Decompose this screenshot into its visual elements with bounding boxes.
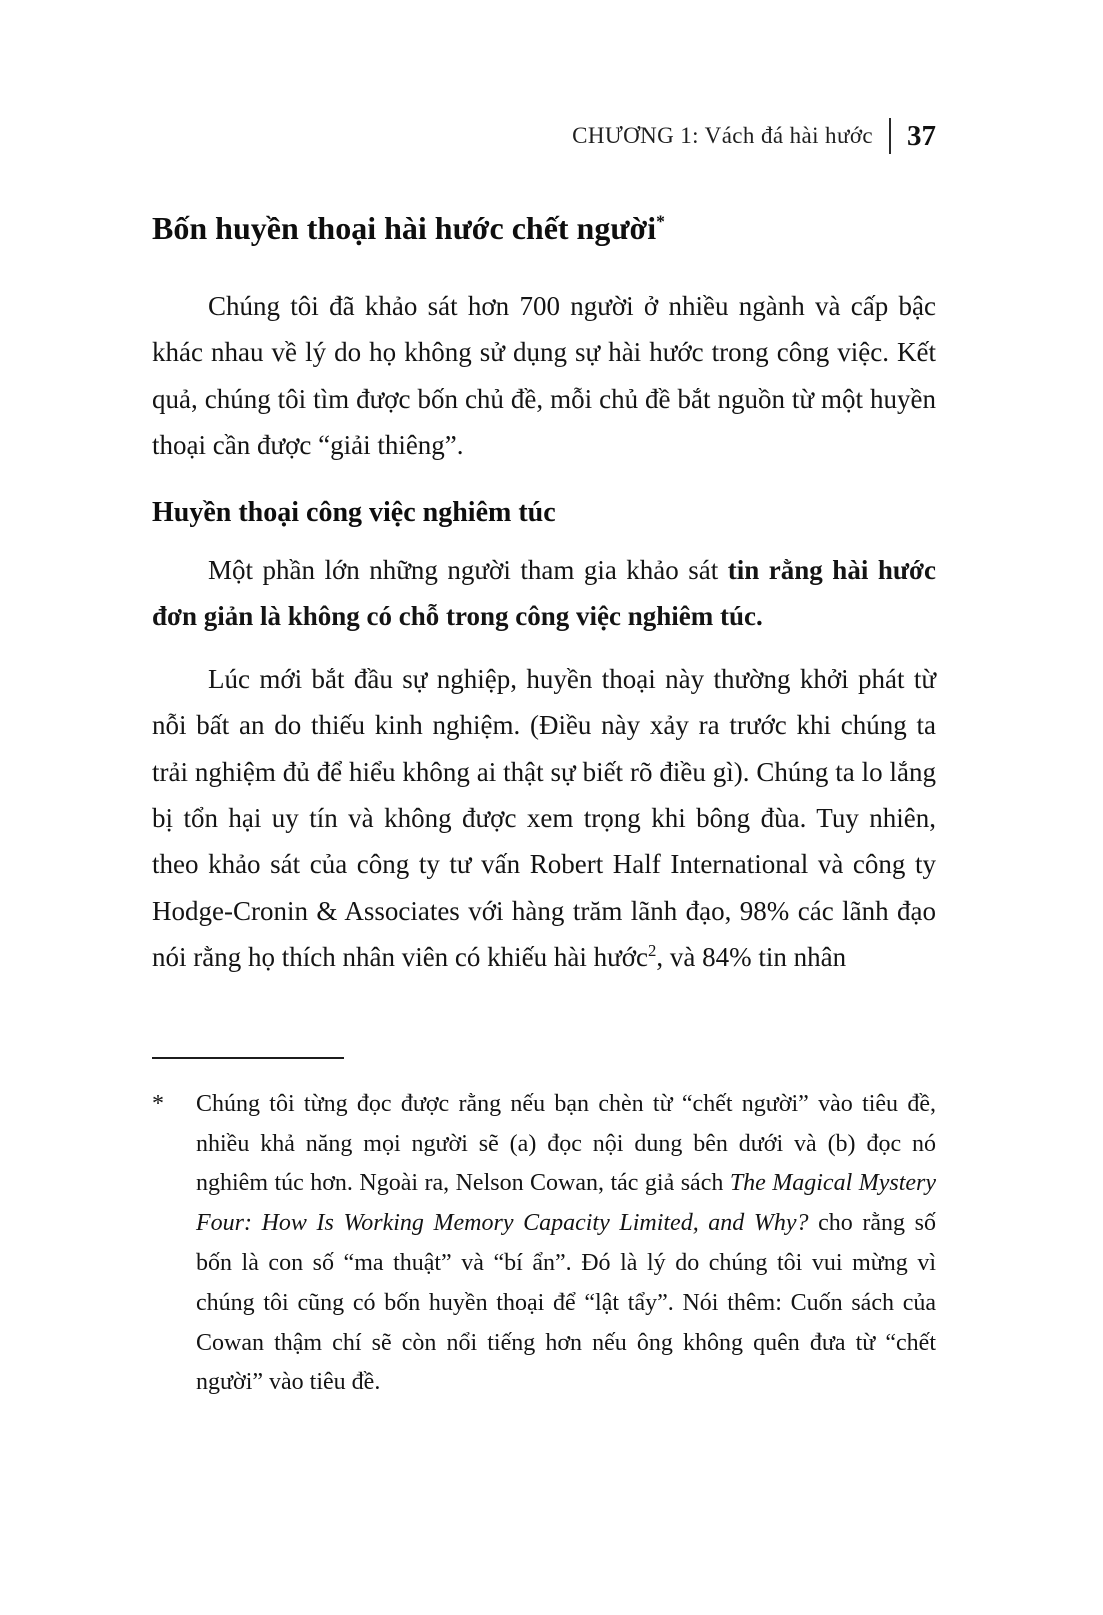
subsection-heading: Huyền thoại công việc nghiêm túc: [152, 496, 556, 528]
running-header-title: CHƯƠNG 1: Vách đá hài hước: [572, 123, 873, 148]
footnote-text: Chúng tôi từng đọc được rằng nếu bạn chèn từ “chết người” vào tiêu đề, nhiều khả năng mọi người sẽ (a) đọc nội dung bên dưới và (b) đọc nó nghiêm túc hơn. Ngoài ra, Nelson Cowan, tác giả sách The Magical Mystery Four: How Is Working Memory Capacity Limited, and Why? cho rằng số bốn là con số “ma thuật” và “bí ẩn”. Đó là lý do chúng tôi vui mừng vì chúng tôi cũng có bốn huyền thoại để “lật tẩy”. Nói thêm: Cuốn sách của Cowan thậm chí sẽ còn nổi tiếng hơn nếu ông không quên đưa từ “chết người” vào tiêu đề.: [196, 1090, 937, 1396]
section-title-footnote-mark: *: [656, 211, 665, 232]
footnote-section: [152, 1057, 936, 1404]
section-title: [152, 210, 936, 247]
header-divider: [889, 118, 891, 154]
page-number: 37: [907, 119, 936, 152]
intro-paragraph: Chúng tôi đã khảo sát hơn 700 người ở nhiều ngành và cấp bậc khác nhau về lý do họ không sử dụng sự hài hước trong công việc. Kết quả, chúng tôi tìm được bốn chủ đề, mỗi chủ đề bắt nguồn từ một huyền thoại cần được “giải thiêng”.: [152, 291, 936, 461]
footnote-divider: [152, 1057, 344, 1059]
section-title-text: Bốn huyền thoại hài hước chết người: [152, 210, 657, 246]
page-header: [152, 118, 936, 154]
body-paragraph: Lúc mới bắt đầu sự nghiệp, huyền thoại này thường khởi phát từ nỗi bất an do thiếu kinh nghiệm. (Điều này xảy ra trước khi chúng ta trải nghiệm đủ để hiểu không ai thật sự biết rõ điều gì). Chúng ta lo lắng bị tổn hại uy tín và không được xem trọng khi bông đùa. Tuy nhiên, theo khảo sát của công ty tư vấn Robert Half International và công ty Hodge-Cronin & Associates với hàng trăm lãnh đạo, 98% các lãnh đạo nói rằng họ thích nhân viên có khiếu hài hước$^2$, và 84% tin nhân: [152, 663, 936, 973]
footnote: [152, 1085, 936, 1404]
footnote-marker: *: [152, 1090, 164, 1117]
myth-statement-paragraph: Một phần lớn những người tham gia khảo sát tin rằng hài hước đơn giản là không có chỗ trong công việc nghiêm túc.: [152, 554, 936, 632]
